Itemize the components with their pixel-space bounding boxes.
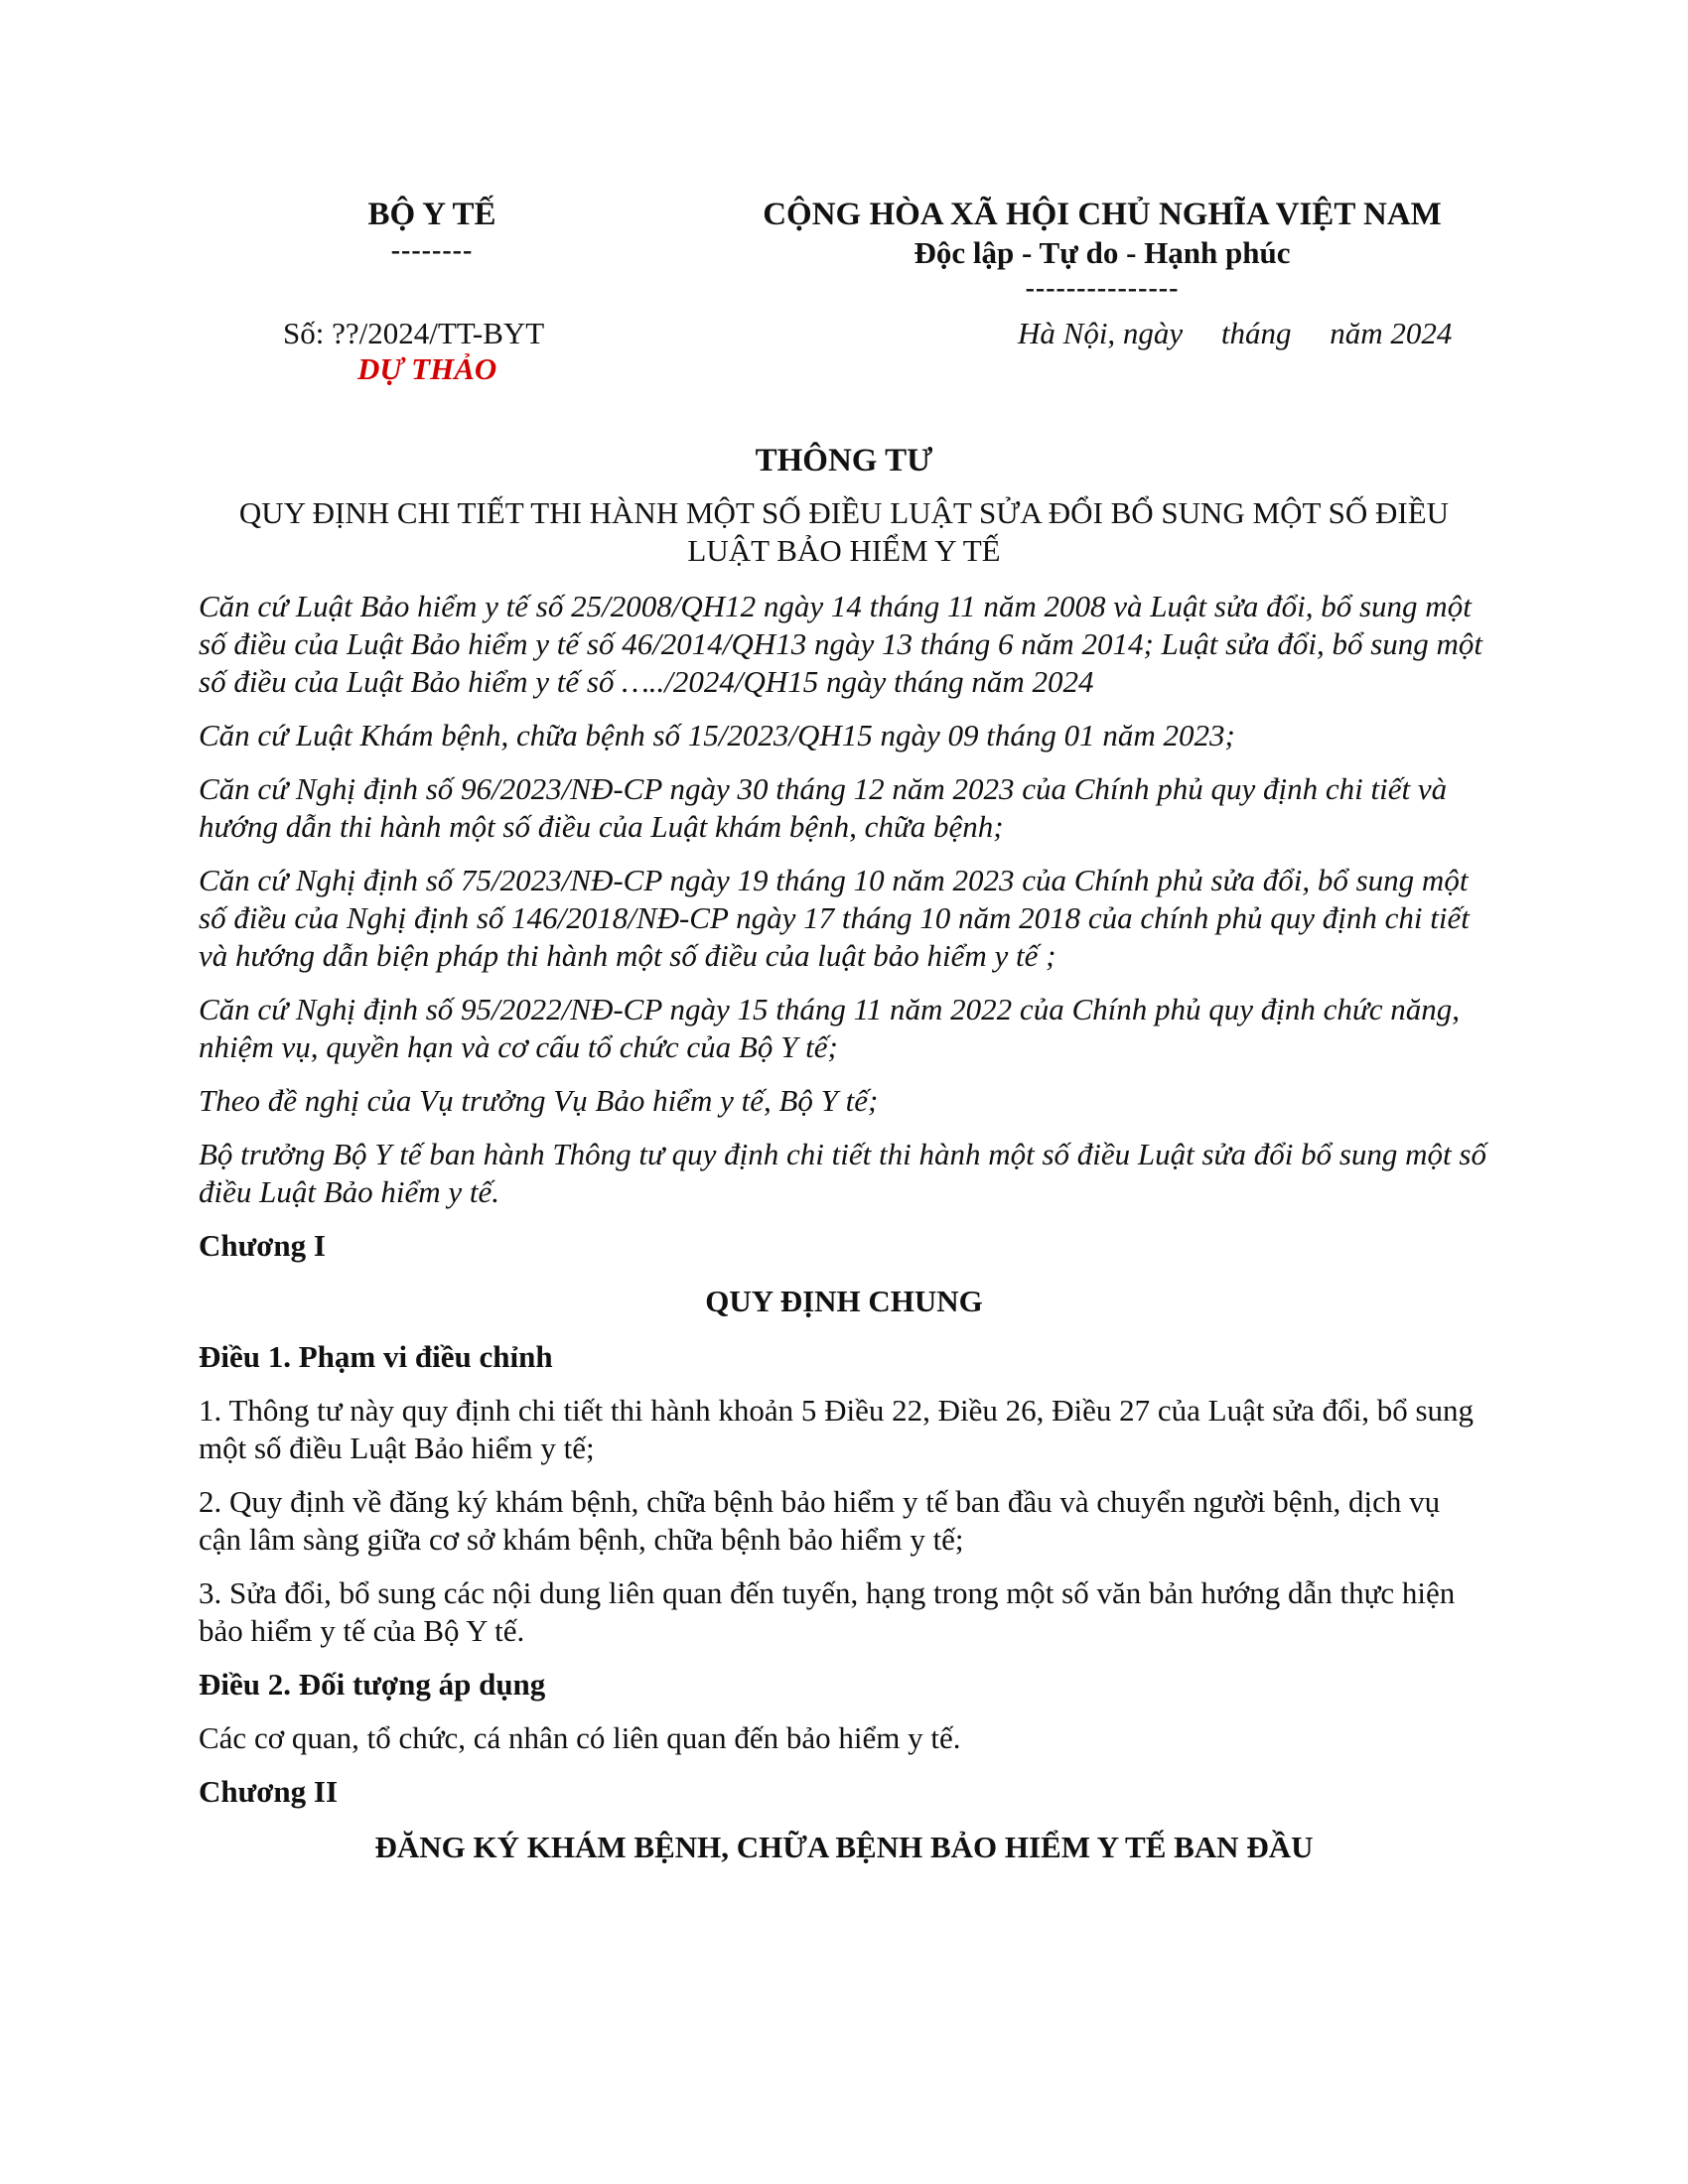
chapter-label: Chương II (199, 1774, 339, 1809)
preamble-paragraph: Theo đề nghị của Vụ trưởng Vụ Bảo hiểm y tế, Bộ Y tế; (199, 1083, 879, 1118)
article-item: 3. Sửa đổi, bổ sung các nội dung liên quan đến tuyến, hạng trong một số văn bản hướng dẫn thực hiện bảo hiểm y tế của Bộ Y tế. (199, 1575, 1456, 1648)
article-item: 2. Quy định về đăng ký khám bệnh, chữa bệnh bảo hiểm y tế ban đầu và chuyển người bệnh, dịch vụ cận lâm sàng giữa cơ sở khám bệnh, chữa bệnh bảo hiểm y tế; (199, 1484, 1441, 1557)
preamble-paragraph: Căn cứ Nghị định số 96/2023/NĐ-CP ngày 30 tháng 12 năm 2023 của Chính phủ quy định chi tiết và hướng dẫn thi hành một số điều của Luật khám bệnh, chữa bệnh; (199, 771, 1448, 844)
place-date: Hà Nội, ngày tháng năm 2024 (1018, 316, 1453, 350)
chapter-title: ĐĂNG KÝ KHÁM BỆNH, CHỮA BỆNH BẢO HIỂM Y TẾ BAN ĐẦU (374, 1830, 1314, 1864)
national-motto: Độc lập - Tự do - Hạnh phúc (914, 235, 1291, 270)
agency-header (253, 195, 611, 268)
preamble-paragraph: Căn cứ Nghị định số 95/2022/NĐ-CP ngày 15 tháng 11 năm 2022 của Chính phủ quy định chức năng, nhiệm vụ, quyền hạn và cơ cấu tổ chức của Bộ Y tế; (199, 992, 1461, 1064)
draft-label: DỰ THẢO (357, 351, 497, 386)
preamble-paragraph: Căn cứ Nghị định số 75/2023/NĐ-CP ngày 19 tháng 10 năm 2023 của Chính phủ sửa đổi, bổ sung một số điều của Nghị định số 146/2018/NĐ-CP ngày 17 tháng 10 năm 2018 của chính phủ quy định chi tiết và hướng dẫn biện pháp thi hành một số điều của luật bảo hiểm y tế ; (199, 863, 1470, 973)
chapter-label: Chương I (199, 1228, 326, 1263)
article-heading: Điều 1. Phạm vi điều chỉnh (199, 1339, 553, 1374)
document-subject: QUY ĐỊNH CHI TIẾT THI HÀNH MỘT SỐ ĐIỀU LUẬT SỬA ĐỔI BỔ SUNG MỘT SỐ ĐIỀU LUẬT BẢO HIỂM Y TẾ (238, 495, 1450, 568)
agency-name: BỘ Y TẾ (367, 197, 496, 232)
motto-divider: --------------- (1025, 273, 1180, 304)
preamble-paragraph: Căn cứ Luật Khám bệnh, chữa bệnh số 15/2023/QH15 ngày 09 tháng 01 năm 2023; (199, 718, 1235, 752)
country-name: CỘNG HÒA XÃ HỘI CHỦ NGHĨA VIỆT NAM (763, 197, 1442, 232)
agency-divider: -------- (390, 235, 474, 266)
document-number: Số: ??/2024/TT-BYT (283, 316, 545, 350)
document-type: THÔNG TƯ (755, 443, 933, 478)
article-item: 1. Thông tư này quy định chi tiết thi hành khoản 5 Điều 22, Điều 26, Điều 27 của Luật sửa đổi, bổ sung một số điều Luật Bảo hiểm y tế; (199, 1393, 1475, 1465)
document-body (199, 588, 1489, 1884)
preamble-paragraph: Bộ trưởng Bộ Y tế ban hành Thông tư quy định chi tiết thi hành một số điều Luật sửa đổi bổ sung một số điều Luật Bảo hiểm y tế. (199, 1137, 1486, 1209)
chapter-title: QUY ĐỊNH CHUNG (705, 1284, 983, 1318)
national-header (695, 195, 1509, 306)
article-text: Các cơ quan, tổ chức, cá nhân có liên quan đến bảo hiểm y tế. (199, 1720, 961, 1755)
preamble-paragraph: Căn cứ Luật Bảo hiểm y tế số 25/2008/QH12 ngày 14 tháng 11 năm 2008 và Luật sửa đổi, bổ sung một số điều của Luật Bảo hiểm y tế số 46/2014/QH13 ngày 13 tháng 6 năm 2014; Luật sửa đổi, bổ sung một số điều của Luật Bảo hiểm y tế số …../2024/QH15 ngày tháng năm 2024 (199, 589, 1483, 699)
article-heading: Điều 2. Đối tượng áp dụng (199, 1667, 546, 1702)
